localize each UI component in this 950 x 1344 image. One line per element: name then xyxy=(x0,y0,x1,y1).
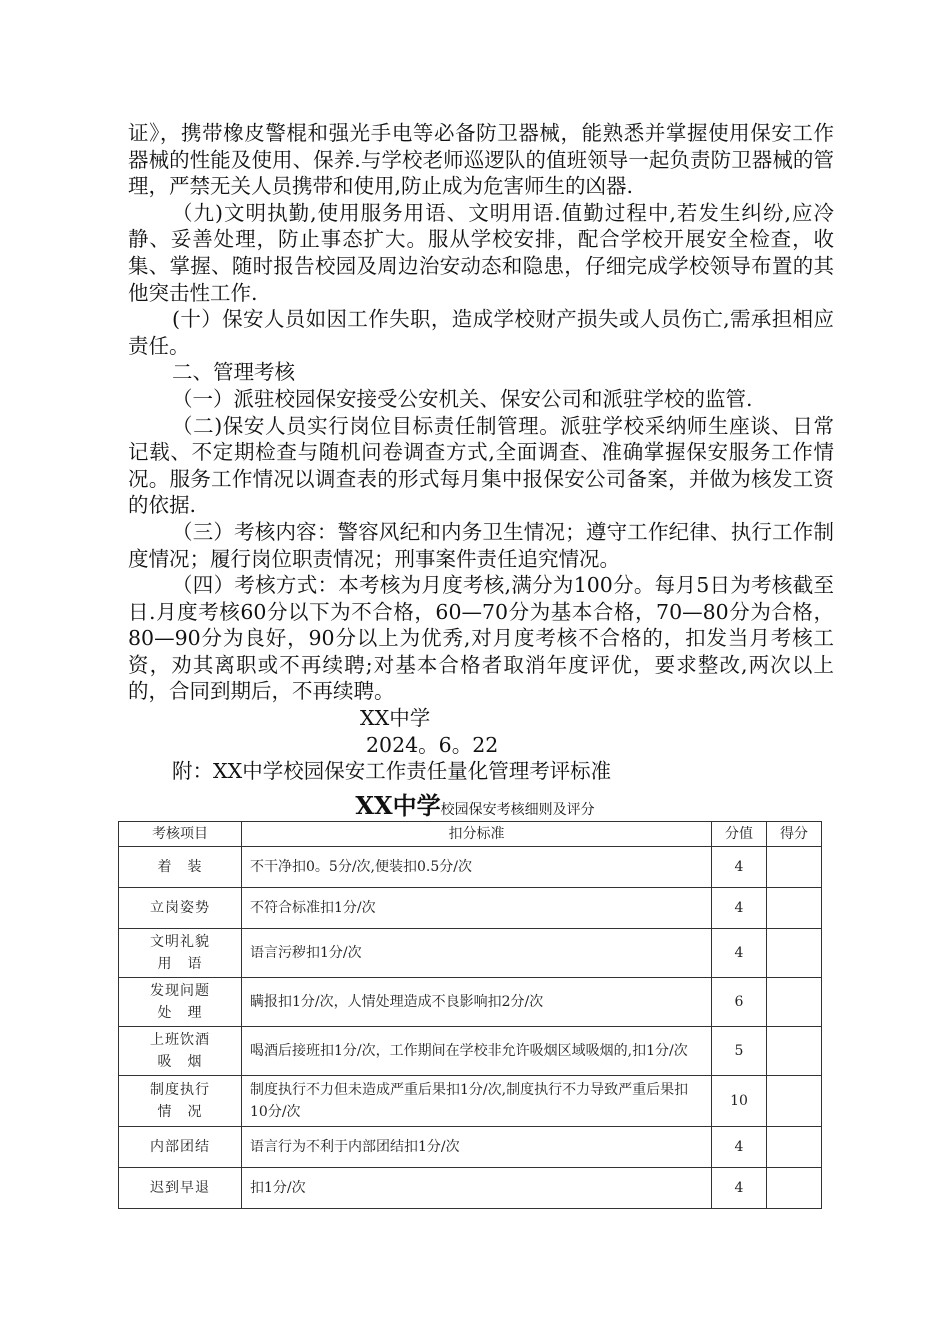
table-row xyxy=(119,1076,822,1127)
paragraph-assessment-content: （三）考核内容：警容风纪和内务卫生情况；遵守工作纪律、执行工作制度情况；履行岗位职责情况；刑事案件责任追究情况。 xyxy=(128,519,834,571)
row-score: 4 xyxy=(712,847,767,888)
row-standard: 不干净扣0。5分/次,便装扣0.5分/次 xyxy=(242,847,712,888)
row-score: 10 xyxy=(712,1076,767,1127)
paragraph-assessment-method: （四）考核方式：本考核为月度考核,满分为100分。每月5日为考核截至日.月度考核60分以下为不合格，60—70分为基本合格，70—80分为合格，80—90分为良好，90分以上为优秀,对月度考核不合格的，扣发当月考核工资，劝其离职或不再续聘;对基本合格者取消年度评优，要求整改,两次以上的，合同到期后，不再续聘。 xyxy=(128,573,834,704)
row-got[interactable] xyxy=(767,1168,822,1209)
attachment-note: 附：XX中学校园保安工作责任量化管理考评标准 xyxy=(172,759,612,784)
table-row xyxy=(119,1168,822,1209)
paragraph-supervision: （一）派驻校园保安接受公安机关、保安公司和派驻学校的监管. xyxy=(172,386,753,411)
row-got[interactable] xyxy=(767,929,822,978)
table-row xyxy=(119,1027,822,1076)
paragraph-responsibility-system: （二)保安人员实行岗位目标责任制管理。派驻学校采纳师生座谈、日常记载、不定期检查与随机问卷调查方式,全面调查、准确掌握保安服务工作情况。服务工作情况以调查表的形式每月集中报保安公司备案，并做为核发工资的依据. xyxy=(128,413,834,518)
table-header-row xyxy=(119,822,822,847)
table-row xyxy=(119,1127,822,1168)
row-item xyxy=(119,847,242,888)
row-standard: 制度执行不力但未造成严重后果扣1分/次,制度执行不力导致严重后果扣10分/次 xyxy=(242,1076,712,1127)
row-got[interactable] xyxy=(767,1127,822,1168)
table-title-subtitle: 校园保安考核细则及评分 xyxy=(440,802,595,818)
row-score: 4 xyxy=(712,929,767,978)
row-standard: 扣1分/次 xyxy=(242,1168,712,1209)
row-item-line2: 用 语 xyxy=(157,956,203,972)
row-item xyxy=(119,1127,242,1168)
row-got[interactable] xyxy=(767,1027,822,1076)
row-got[interactable] xyxy=(767,847,822,888)
row-standard: 喝酒后接班扣1分/次，工作期间在学校非允许吸烟区域吸烟的,扣1分/次 xyxy=(242,1027,712,1076)
row-standard: 语言污秽扣1分/次 xyxy=(242,929,712,978)
row-item-line1: 迟到早退 xyxy=(150,1180,210,1196)
header-item: 考核项目 xyxy=(119,822,242,847)
row-item-line1: 文明礼貌 xyxy=(150,934,210,950)
paragraph-civil-duty: （九)文明执勤,使用服务用语、文明用语.值勤过程中,若发生纠纷,应冷静、妥善处理，防止事态扩大。服从学校安排，配合学校开展安全检查，收集、掌握、随时报告校园及周边治安动态和隐患，仔细完成学校领导布置的其他突击性工作. xyxy=(128,200,834,305)
signature-date: 2024。6。22 xyxy=(366,732,499,757)
row-score: 4 xyxy=(712,1127,767,1168)
row-item-line2: 情 况 xyxy=(157,1104,203,1120)
row-item-line1: 立岗姿势 xyxy=(150,900,210,916)
paragraph-liability: (十）保安人员如因工作失职，造成学校财产损失或人员伤亡,需承担相应责任。 xyxy=(128,307,834,358)
header-got: 得分 xyxy=(767,822,822,847)
row-item xyxy=(119,929,242,978)
row-score: 4 xyxy=(712,1168,767,1209)
paragraph-equipment: 证》，携带橡皮警棍和强光手电等必备防卫器械，能熟悉并掌握使用保安工作器械的性能及使用、保养.与学校老师巡逻队的值班领导一起负责防卫器械的管理，严禁无关人员携带和使用,防止成为危害师生的凶器. xyxy=(128,121,834,199)
row-item-line1: 发现问题 xyxy=(150,983,210,999)
table-row xyxy=(119,929,822,978)
header-standard: 扣分标准 xyxy=(242,822,712,847)
row-item xyxy=(119,1168,242,1209)
row-standard: 瞒报扣1分/次，人情处理造成不良影响扣2分/次 xyxy=(242,978,712,1027)
table-title-school: XX中学 xyxy=(355,791,441,820)
row-item-line2: 处 理 xyxy=(157,1005,203,1021)
row-got[interactable] xyxy=(767,978,822,1027)
row-item xyxy=(119,1076,242,1127)
row-score: 4 xyxy=(712,888,767,929)
row-item-line1: 上班饮酒 xyxy=(150,1032,210,1048)
row-got[interactable] xyxy=(767,888,822,929)
assessment-table xyxy=(118,821,822,1209)
row-item-line1: 内部团结 xyxy=(150,1139,210,1155)
document-body xyxy=(128,120,834,785)
header-score: 分值 xyxy=(712,822,767,847)
table-row xyxy=(119,978,822,1027)
row-score: 6 xyxy=(712,978,767,1027)
signature-school: XX中学 xyxy=(360,706,431,731)
section-heading-management: 二、管理考核 xyxy=(172,360,295,385)
row-standard: 不符合标准扣1分/次 xyxy=(242,888,712,929)
row-item xyxy=(119,978,242,1027)
row-item-line1: 制度执行 xyxy=(150,1082,210,1098)
row-item-line1: 着 装 xyxy=(157,859,203,875)
table-title xyxy=(0,786,950,821)
row-standard: 语言行为不利于内部团结扣1分/次 xyxy=(242,1127,712,1168)
row-item-line2: 吸 烟 xyxy=(157,1054,203,1070)
row-item xyxy=(119,1027,242,1076)
row-score: 5 xyxy=(712,1027,767,1076)
table-row xyxy=(119,847,822,888)
table-row xyxy=(119,888,822,929)
row-item xyxy=(119,888,242,929)
row-got[interactable] xyxy=(767,1076,822,1127)
